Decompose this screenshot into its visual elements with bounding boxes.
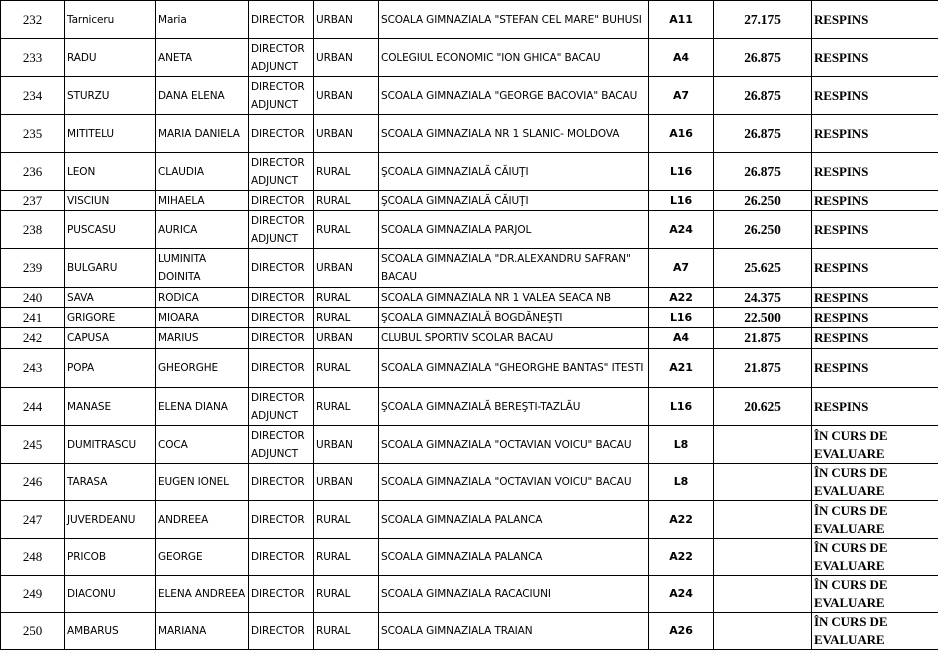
last-name-cell: PRICOB	[65, 539, 156, 576]
position-code-cell: L8	[649, 426, 714, 464]
position-cell: DIRECTOR ADJUNCT	[249, 77, 314, 115]
position-cell: DIRECTOR	[249, 349, 314, 388]
environment-cell: RURAL	[314, 613, 379, 650]
position-cell: DIRECTOR	[249, 576, 314, 613]
first-name-cell: COCA	[156, 426, 249, 464]
result-status-cell: RESPINS	[812, 349, 938, 388]
position-cell: DIRECTOR	[249, 191, 314, 211]
first-name-cell: LUMINITA DOINITA	[156, 249, 249, 288]
institution-cell: SCOALA GIMNAZIALA "DR.ALEXANDRU SAFRAN" BACAU	[379, 249, 649, 288]
position-cell: DIRECTOR ADJUNCT	[249, 388, 314, 426]
first-name-cell: AURICA	[156, 211, 249, 249]
row-number-cell: 249	[1, 576, 65, 613]
position-code-cell: A26	[649, 613, 714, 650]
position-cell: DIRECTOR	[249, 539, 314, 576]
score-cell: 26.875	[714, 39, 812, 77]
result-status-cell: RESPINS	[812, 77, 938, 115]
result-status-cell: RESPINS	[812, 115, 938, 153]
last-name-cell: MITITELU	[65, 115, 156, 153]
result-status-cell: RESPINS	[812, 288, 938, 308]
row-number-cell: 239	[1, 249, 65, 288]
position-code-cell: L16	[649, 191, 714, 211]
result-status-cell: RESPINS	[812, 388, 938, 426]
position-code-cell: A21	[649, 349, 714, 388]
last-name-cell: DUMITRASCU	[65, 426, 156, 464]
environment-cell: RURAL	[314, 211, 379, 249]
position-code-cell: A4	[649, 39, 714, 77]
first-name-cell: ANDREEA	[156, 501, 249, 539]
last-name-cell: GRIGORE	[65, 308, 156, 328]
environment-cell: URBAN	[314, 249, 379, 288]
result-status-cell: RESPINS	[812, 153, 938, 191]
first-name-cell: CLAUDIA	[156, 153, 249, 191]
score-cell	[714, 426, 812, 464]
last-name-cell: JUVERDEANU	[65, 501, 156, 539]
institution-cell: SCOALA GIMNAZIALA PARJOL	[379, 211, 649, 249]
position-code-cell: A11	[649, 1, 714, 39]
position-code-cell: A22	[649, 501, 714, 539]
row-number-cell: 240	[1, 288, 65, 308]
score-cell: 26.875	[714, 77, 812, 115]
first-name-cell: GEORGE	[156, 539, 249, 576]
result-status-cell: RESPINS	[812, 1, 938, 39]
last-name-cell: DIACONU	[65, 576, 156, 613]
position-cell: DIRECTOR	[249, 613, 314, 650]
table-row	[1, 211, 938, 249]
row-number-cell: 232	[1, 1, 65, 39]
institution-cell: SCOALA GIMNAZIALA "OCTAVIAN VOICU" BACAU	[379, 426, 649, 464]
first-name-cell: MARIANA	[156, 613, 249, 650]
position-cell: DIRECTOR	[249, 249, 314, 288]
environment-cell: RURAL	[314, 388, 379, 426]
score-cell: 26.875	[714, 115, 812, 153]
row-number-cell: 248	[1, 539, 65, 576]
score-cell: 24.375	[714, 288, 812, 308]
institution-cell: ŞCOALA GIMNAZIALĂ BOGDĂNEŞTI	[379, 308, 649, 328]
table-row	[1, 191, 938, 211]
score-cell: 26.875	[714, 153, 812, 191]
last-name-cell: AMBARUS	[65, 613, 156, 650]
table-row	[1, 539, 938, 576]
table-row	[1, 308, 938, 328]
last-name-cell: BULGARU	[65, 249, 156, 288]
institution-cell: SCOALA GIMNAZIALA NR 1 VALEA SEACA NB	[379, 288, 649, 308]
last-name-cell: STURZU	[65, 77, 156, 115]
environment-cell: URBAN	[314, 1, 379, 39]
result-status-cell: ÎN CURS DE EVALUARE	[812, 539, 938, 576]
score-cell: 21.875	[714, 349, 812, 388]
institution-cell: COLEGIUL ECONOMIC "ION GHICA" BACAU	[379, 39, 649, 77]
last-name-cell: LEON	[65, 153, 156, 191]
institution-cell: SCOALA GIMNAZIALA "STEFAN CEL MARE" BUHUSI	[379, 1, 649, 39]
score-cell: 27.175	[714, 1, 812, 39]
first-name-cell: RODICA	[156, 288, 249, 308]
table-row	[1, 501, 938, 539]
table-row	[1, 1, 938, 39]
first-name-cell: MARIA DANIELA	[156, 115, 249, 153]
last-name-cell: TARASA	[65, 464, 156, 501]
row-number-cell: 245	[1, 426, 65, 464]
position-cell: DIRECTOR	[249, 328, 314, 349]
result-status-cell: RESPINS	[812, 39, 938, 77]
position-code-cell: L16	[649, 388, 714, 426]
row-number-cell: 242	[1, 328, 65, 349]
last-name-cell: VISCIUN	[65, 191, 156, 211]
position-code-cell: L16	[649, 153, 714, 191]
institution-cell: SCOALA GIMNAZIALA RACACIUNI	[379, 576, 649, 613]
result-status-cell: ÎN CURS DE EVALUARE	[812, 613, 938, 650]
first-name-cell: MARIUS	[156, 328, 249, 349]
first-name-cell: GHEORGHE	[156, 349, 249, 388]
environment-cell: URBAN	[314, 77, 379, 115]
results-table-body	[1, 1, 938, 650]
row-number-cell: 236	[1, 153, 65, 191]
score-cell	[714, 576, 812, 613]
position-code-cell: A16	[649, 115, 714, 153]
table-row	[1, 388, 938, 426]
institution-cell: SCOALA GIMNAZIALA PALANCA	[379, 501, 649, 539]
table-row	[1, 464, 938, 501]
institution-cell: SCOALA GIMNAZIALA "GEORGE BACOVIA" BACAU	[379, 77, 649, 115]
score-cell	[714, 501, 812, 539]
table-row	[1, 249, 938, 288]
score-cell	[714, 464, 812, 501]
position-cell: DIRECTOR ADJUNCT	[249, 211, 314, 249]
row-number-cell: 247	[1, 501, 65, 539]
institution-cell: CLUBUL SPORTIV SCOLAR BACAU	[379, 328, 649, 349]
result-status-cell: RESPINS	[812, 191, 938, 211]
position-cell: DIRECTOR ADJUNCT	[249, 153, 314, 191]
table-row	[1, 426, 938, 464]
first-name-cell: ANETA	[156, 39, 249, 77]
first-name-cell: ELENA ANDREEA	[156, 576, 249, 613]
result-status-cell: ÎN CURS DE EVALUARE	[812, 464, 938, 501]
position-code-cell: L8	[649, 464, 714, 501]
score-cell: 26.250	[714, 211, 812, 249]
table-row	[1, 115, 938, 153]
position-cell: DIRECTOR	[249, 1, 314, 39]
environment-cell: RURAL	[314, 288, 379, 308]
last-name-cell: CAPUSA	[65, 328, 156, 349]
score-cell	[714, 539, 812, 576]
institution-cell: SCOALA GIMNAZIALA "GHEORGHE BANTAS" ITESTI	[379, 349, 649, 388]
result-status-cell: RESPINS	[812, 308, 938, 328]
table-row	[1, 77, 938, 115]
score-cell	[714, 613, 812, 650]
first-name-cell: ELENA DIANA	[156, 388, 249, 426]
score-cell: 25.625	[714, 249, 812, 288]
position-cell: DIRECTOR	[249, 288, 314, 308]
institution-cell: SCOALA GIMNAZIALA PALANCA	[379, 539, 649, 576]
last-name-cell: Tarniceru	[65, 1, 156, 39]
environment-cell: RURAL	[314, 308, 379, 328]
row-number-cell: 246	[1, 464, 65, 501]
last-name-cell: PUSCASU	[65, 211, 156, 249]
table-row	[1, 39, 938, 77]
position-code-cell: A24	[649, 211, 714, 249]
row-number-cell: 238	[1, 211, 65, 249]
environment-cell: RURAL	[314, 576, 379, 613]
score-cell: 20.625	[714, 388, 812, 426]
position-cell: DIRECTOR	[249, 464, 314, 501]
environment-cell: URBAN	[314, 464, 379, 501]
row-number-cell: 244	[1, 388, 65, 426]
score-cell: 22.500	[714, 308, 812, 328]
environment-cell: RURAL	[314, 349, 379, 388]
position-cell: DIRECTOR	[249, 501, 314, 539]
row-number-cell: 233	[1, 39, 65, 77]
table-row	[1, 288, 938, 308]
position-cell: DIRECTOR ADJUNCT	[249, 39, 314, 77]
position-cell: DIRECTOR	[249, 115, 314, 153]
table-row	[1, 328, 938, 349]
institution-cell: SCOALA GIMNAZIALA NR 1 SLANIC- MOLDOVA	[379, 115, 649, 153]
result-status-cell: RESPINS	[812, 249, 938, 288]
environment-cell: URBAN	[314, 39, 379, 77]
position-code-cell: A7	[649, 249, 714, 288]
environment-cell: URBAN	[314, 426, 379, 464]
position-code-cell: A4	[649, 328, 714, 349]
row-number-cell: 250	[1, 613, 65, 650]
environment-cell: RURAL	[314, 191, 379, 211]
first-name-cell: MIOARA	[156, 308, 249, 328]
table-row	[1, 153, 938, 191]
position-cell: DIRECTOR	[249, 308, 314, 328]
position-code-cell: L16	[649, 308, 714, 328]
result-status-cell: RESPINS	[812, 211, 938, 249]
row-number-cell: 234	[1, 77, 65, 115]
institution-cell: ŞCOALA GIMNAZIALĂ CĂIUŢI	[379, 191, 649, 211]
first-name-cell: EUGEN IONEL	[156, 464, 249, 501]
last-name-cell: MANASE	[65, 388, 156, 426]
position-code-cell: A22	[649, 288, 714, 308]
table-row	[1, 576, 938, 613]
first-name-cell: MIHAELA	[156, 191, 249, 211]
result-status-cell: ÎN CURS DE EVALUARE	[812, 426, 938, 464]
row-number-cell: 243	[1, 349, 65, 388]
first-name-cell: Maria	[156, 1, 249, 39]
last-name-cell: SAVA	[65, 288, 156, 308]
environment-cell: URBAN	[314, 115, 379, 153]
result-status-cell: ÎN CURS DE EVALUARE	[812, 501, 938, 539]
table-row	[1, 349, 938, 388]
environment-cell: RURAL	[314, 153, 379, 191]
institution-cell: SCOALA GIMNAZIALA "OCTAVIAN VOICU" BACAU	[379, 464, 649, 501]
score-cell: 26.250	[714, 191, 812, 211]
position-code-cell: A7	[649, 77, 714, 115]
environment-cell: RURAL	[314, 539, 379, 576]
row-number-cell: 237	[1, 191, 65, 211]
table-row	[1, 613, 938, 650]
environment-cell: RURAL	[314, 501, 379, 539]
institution-cell: SCOALA GIMNAZIALA TRAIAN	[379, 613, 649, 650]
last-name-cell: POPA	[65, 349, 156, 388]
institution-cell: ŞCOALA GIMNAZIALĂ BEREŞTI-TAZLĂU	[379, 388, 649, 426]
result-status-cell: RESPINS	[812, 328, 938, 349]
score-cell: 21.875	[714, 328, 812, 349]
row-number-cell: 241	[1, 308, 65, 328]
row-number-cell: 235	[1, 115, 65, 153]
position-cell: DIRECTOR ADJUNCT	[249, 426, 314, 464]
institution-cell: ŞCOALA GIMNAZIALĂ CĂIUŢI	[379, 153, 649, 191]
first-name-cell: DANA ELENA	[156, 77, 249, 115]
last-name-cell: RADU	[65, 39, 156, 77]
environment-cell: URBAN	[314, 328, 379, 349]
position-code-cell: A24	[649, 576, 714, 613]
position-code-cell: A22	[649, 539, 714, 576]
result-status-cell: ÎN CURS DE EVALUARE	[812, 576, 938, 613]
